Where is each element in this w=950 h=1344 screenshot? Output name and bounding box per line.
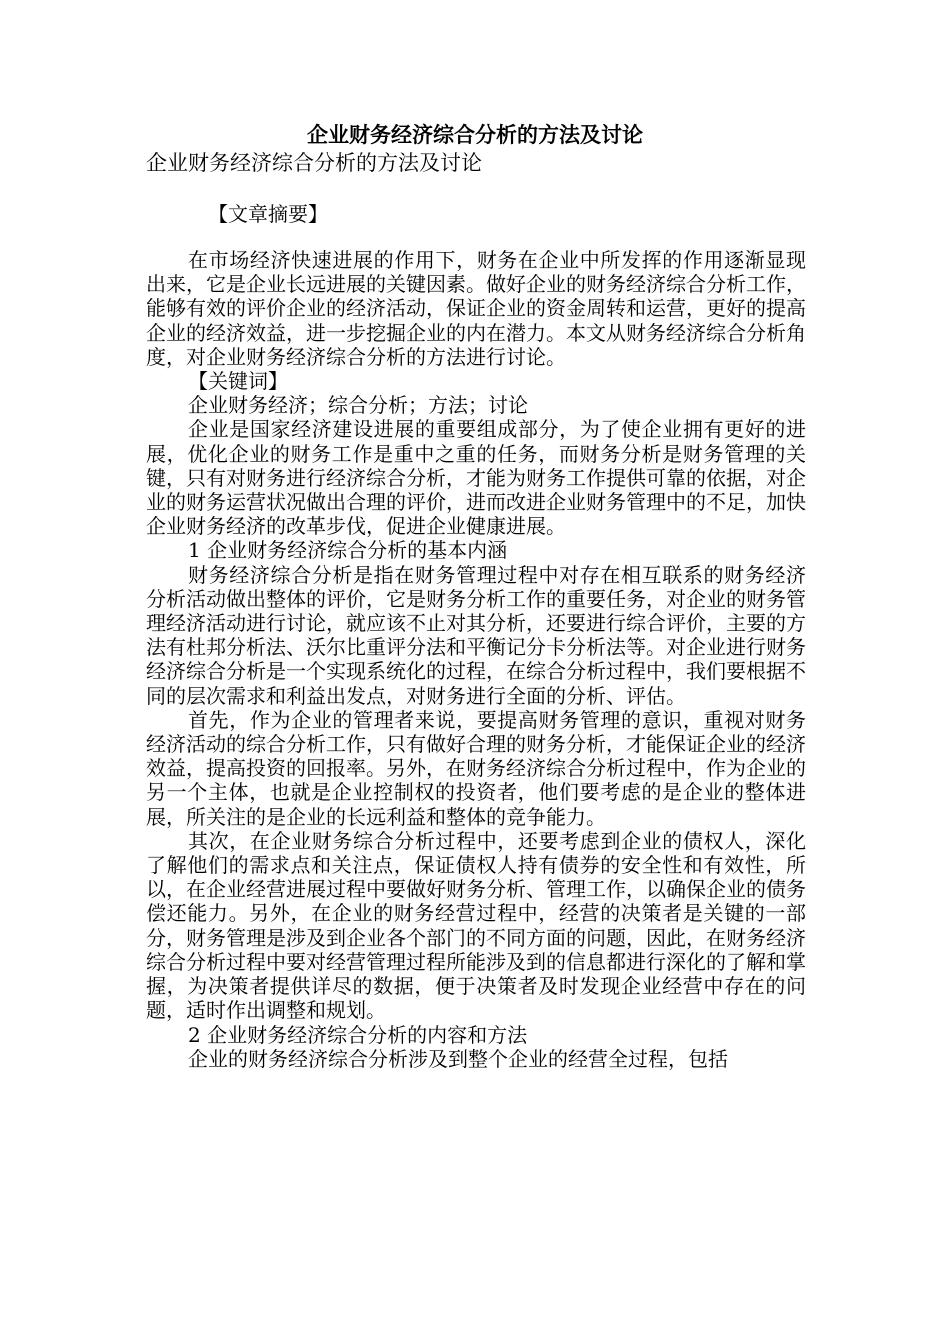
document-title: 企业财务经济综合分析的方法及讨论 xyxy=(307,122,643,147)
abstract-paragraph: 在市场经济快速进展的作用下，财务在企业中所发挥的作用逐渐显现出来，它是企业长远进展的关键因素。做好企业的财务经济综合分析工作，能够有效的评价企业的经济活动，保证企业的资金周转和运营，更好的提高企业的经济效益，进一步挖掘企业的内在潜力。本文从财务经济综合分析角度，对企业财务经济综合分析的方法进行讨论。 xyxy=(146,248,806,369)
intro-paragraph: 企业是国家经济建设进展的重要组成部分，为了使企业拥有更好的进展，优化企业的财务工作是重中之重的任务，而财务分析是财务管理的关键，只有对财务进行经济综合分析，才能为财务工作提供可靠的依据，对企业的财务运营状况做出合理的评价，进而改进企业财务管理中的不足，加快企业财务经济的改革步伐，促进企业健康进展。 xyxy=(146,417,806,539)
section-1-heading: 1 企业财务经济综合分析的基本内涵 xyxy=(188,538,508,563)
section-2-heading: 2 企业财务经济综合分析的内容和方法 xyxy=(188,1022,528,1047)
document-body xyxy=(146,248,806,1071)
section-1-paragraph-2: 首先，作为企业的管理者来说，要提高财务管理的意识，重视对财务经济活动的综合分析工作，只有做好合理的财务分析，才能保证企业的经济效益，提高投资的回报率。另外，在财务经济综合分析过程中，作为企业的另一个主体，也就是企业控制权的投资者，他们要考虑的是企业的整体进展，所关注的是企业的长远利益和整体的竞争能力。 xyxy=(146,707,806,829)
section-1-paragraph-1: 财务经济综合分析是指在财务管理过程中对存在相互联系的财务经济分析活动做出整体的评价，它是财务分析工作的重要任务，对企业的财务管理经济活动进行讨论，就应该不止对其分析，还要进行综合评价，主要的方法有杜邦分析法、沃尔比重评分法和平衡记分卡分析法等。对企业进行财务经济综合分析是一个实现系统化的过程，在综合分析过程中，我们要根据不同的层次需求和利益出发点，对财务进行全面的分析、评估。 xyxy=(146,562,806,708)
section-2-paragraph-1: 企业的财务经济综合分析涉及到整个企业的经营全过程，包括 xyxy=(188,1046,728,1071)
abstract-heading: 【文章摘要】 xyxy=(208,202,328,226)
document-subtitle: 企业财务经济综合分析的方法及讨论 xyxy=(146,151,482,175)
section-1-paragraph-3: 其次，在企业财务综合分析过程中，还要考虑到企业的债权人，深化了解他们的需求点和关注点，保证债权人持有债券的安全性和有效性，所以，在企业经营进展过程中要做好财务分析、管理工作，以确保企业的债务偿还能力。另外，在企业的财务经营过程中，经营的决策者是关键的一部分，财务管理是涉及到企业各个部门的不同方面的问题，因此，在财务经济综合分析过程中要对经营管理过程所能涉及到的信息都进行深化的了解和掌握，为决策者提供详尽的数据，便于决策者及时发现企业经营中存在的问题，适时作出调整和规划。 xyxy=(146,828,806,1023)
keywords-heading: 【关键词】 xyxy=(188,369,288,394)
keywords-list: 企业财务经济；综合分析；方法；讨论 xyxy=(188,393,528,418)
